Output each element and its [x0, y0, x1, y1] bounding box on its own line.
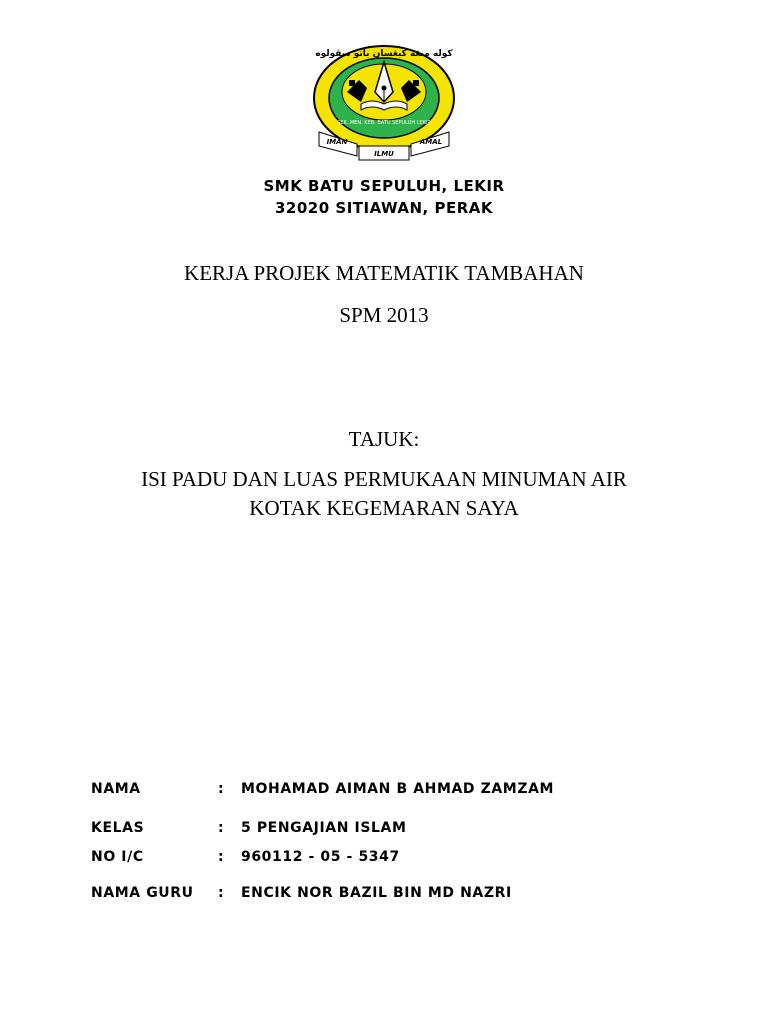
- logo-ribbon-text: SEK. MEN. KEB. BATU SEPULUH LEKIR: [337, 120, 431, 126]
- info-row-noic: [91, 849, 711, 869]
- info-value: ENCIK NOR BAZIL BIN MD NAZRI: [241, 885, 512, 901]
- info-label: KELAS: [91, 820, 145, 836]
- motto-ilmu: ILMU: [374, 150, 394, 158]
- info-row-nama-guru: [91, 885, 711, 905]
- info-colon: :: [218, 885, 225, 901]
- info-value: 960112 - 05 - 5347: [241, 849, 400, 865]
- info-value: MOHAMAD AIMAN B AHMAD ZAMZAM: [241, 781, 555, 797]
- topic-line-2: KOTAK KEGEMARAN SAYA: [249, 496, 519, 520]
- tajuk-label: TAJUK:: [348, 427, 420, 451]
- info-colon: :: [218, 820, 225, 836]
- info-row-nama: [91, 781, 711, 801]
- motto-amal: AMAL: [419, 138, 443, 146]
- logo-arabic-text: كولە منڠه كبڠسان باتو سڤولوه: [315, 49, 453, 59]
- school-address: 32020 SITIAWAN, PERAK: [274, 199, 494, 217]
- school-name: SMK BATU SEPULUH, LEKIR: [263, 177, 505, 195]
- info-label: NAMA: [91, 781, 141, 797]
- project-year: SPM 2013: [339, 303, 429, 327]
- info-value: 5 PENGAJIAN ISLAM: [241, 820, 407, 836]
- topic-line-1: ISI PADU DAN LUAS PERMUKAAN MINUMAN AIR: [141, 467, 627, 491]
- info-colon: :: [218, 781, 225, 797]
- school-crest-logo: [309, 40, 459, 170]
- project-title: KERJA PROJEK MATEMATIK TAMBAHAN: [184, 261, 584, 285]
- info-row-kelas: [91, 820, 711, 840]
- info-label: NO I/C: [91, 849, 144, 865]
- info-colon: :: [218, 849, 225, 865]
- motto-iman: IMAN: [326, 138, 348, 146]
- info-label: NAMA GURU: [91, 885, 194, 901]
